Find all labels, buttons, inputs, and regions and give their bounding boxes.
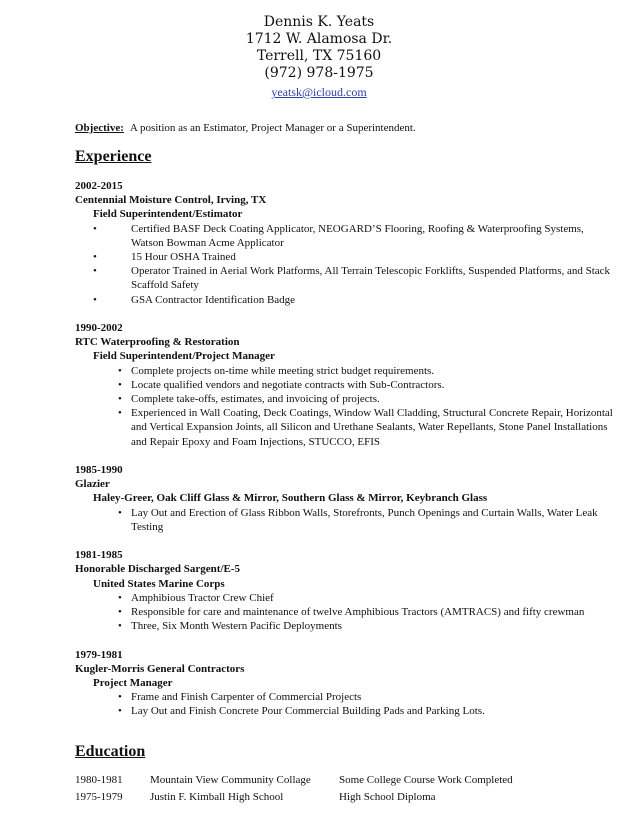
- objective-line: [75, 121, 615, 135]
- job-company: Centennial Moisture Control, Irving, TX: [75, 194, 267, 207]
- job-entry: [75, 321, 615, 449]
- education-heading: Education: [75, 743, 146, 760]
- job-bullet-list: [75, 222, 615, 307]
- bullet-text: Three, Six Month Western Pacific Deployments: [131, 620, 342, 633]
- job-bullet-list: [75, 591, 615, 634]
- street-address: 1712 W. Alamosa Dr.: [245, 31, 393, 47]
- education-detail: Some College Course Work Completed: [339, 774, 513, 786]
- job-bullet: [75, 392, 615, 406]
- objective-label: Objective:: [75, 122, 124, 134]
- email-link[interactable]: yeatsk@icloud.com: [271, 85, 367, 99]
- bullet-icon: •: [118, 506, 122, 519]
- job-entry: [75, 548, 615, 633]
- bullet-icon: •: [118, 620, 122, 633]
- job-role: Field Superintendent/Estimator: [93, 208, 243, 221]
- job-role: United States Marine Corps: [93, 577, 225, 590]
- job-company: Honorable Discharged Sargent/E-5: [75, 563, 240, 576]
- job-years: 2002-2015: [75, 180, 123, 192]
- job-bullet-list: [75, 690, 615, 718]
- education-row: [75, 773, 615, 790]
- objective-text: A position as an Estimator, Project Manager or a Superintendent.: [129, 122, 416, 134]
- bullet-text: GSA Contractor Identification Badge: [131, 293, 296, 306]
- job-years: 1981-1985: [75, 549, 123, 562]
- bullet-icon: •: [118, 705, 122, 718]
- bullet-text: Complete projects on-time while meeting strict budget requirements.: [131, 364, 435, 377]
- bullet-text: Complete take-offs, estimates, and invoicing of projects.: [131, 393, 380, 406]
- job-company: Kugler-Morris General Contractors: [75, 662, 245, 675]
- job-years: 1990-2002: [75, 322, 123, 335]
- education-school: Mountain View Community Collage: [150, 774, 311, 786]
- job-company: RTC Waterproofing & Restoration: [75, 336, 240, 349]
- bullet-icon: •: [118, 591, 122, 604]
- bullet-text: Certified BASF Deck Coating Applicator, NEOGARD’S Flooring, Roofing & Waterproofing Systems, Watson Bowman Acme Applicator: [131, 222, 584, 249]
- experience-list: [75, 179, 615, 733]
- education-school: Justin F. Kimball High School: [150, 790, 284, 803]
- job-bullet: [75, 591, 615, 605]
- job-bullet: [75, 250, 615, 264]
- bullet-icon: •: [93, 293, 97, 306]
- bullet-text: Amphibious Tractor Crew Chief: [131, 591, 274, 604]
- education-detail: High School Diploma: [339, 790, 436, 803]
- bullet-text: Lay Out and Finish Concrete Pour Commercial Building Pads and Parking Lots.: [131, 705, 485, 718]
- job-bullet: [75, 222, 615, 250]
- job-role: Haley-Greer, Oak Cliff Glass & Mirror, Southern Glass & Mirror, Keybranch Glass: [93, 492, 488, 505]
- education-row: [75, 790, 615, 807]
- job-bullet: [75, 506, 615, 534]
- bullet-icon: •: [118, 606, 122, 619]
- education-years: 1975-1979: [75, 790, 123, 803]
- job-bullet: [75, 378, 615, 392]
- applicant-name: Dennis K. Yeats: [263, 14, 375, 30]
- bullet-text: Locate qualified vendors and negotiate contracts with Sub-Contractors.: [131, 378, 445, 391]
- bullet-text: 15 Hour OSHA Trained: [131, 251, 236, 264]
- job-bullet: [75, 293, 615, 307]
- job-company: Glazier: [75, 478, 110, 491]
- job-bullet: [75, 605, 615, 619]
- bullet-icon: •: [93, 222, 97, 235]
- phone-number: (972) 978-1975: [264, 65, 374, 81]
- job-bullet: [75, 364, 615, 378]
- job-years: 1985-1990: [75, 464, 123, 477]
- job-bullet: [75, 690, 615, 704]
- job-bullet: [75, 704, 615, 718]
- job-bullet: [75, 264, 615, 292]
- resume-header: [0, 14, 638, 101]
- job-entry: [75, 179, 615, 307]
- bullet-icon: •: [118, 393, 122, 406]
- bullet-icon: •: [93, 251, 97, 264]
- job-bullet: [75, 406, 615, 449]
- bullet-text: Responsible for care and maintenance of twelve Amphibious Tractors (AMTRACS) and fifty crewman: [131, 606, 585, 619]
- bullet-icon: •: [118, 407, 122, 420]
- bullet-text: Experienced in Wall Coating, Deck Coatings, Window Wall Cladding, Structural Concrete Repair, Horizontal and Vertical Expansion Joints, all Silicon and Urethane Sealants, Water Repellants, Stone Panel Installations and Repair Epoxy and Foam Injections, STUCCO, EFIS: [131, 407, 613, 448]
- city-state-zip: Terrell, TX 75160: [256, 48, 382, 64]
- bullet-icon: •: [118, 378, 122, 391]
- job-years: 1979-1981: [75, 648, 123, 661]
- education-years: 1980-1981: [75, 774, 123, 786]
- job-bullet-list: [75, 364, 615, 449]
- job-entry: [75, 648, 615, 719]
- bullet-text: Operator Trained in Aerial Work Platforms, All Terrain Telescopic Forklifts, Suspended Platforms, and Stack Scaffold Safety: [131, 265, 611, 292]
- job-role: Project Manager: [93, 677, 173, 690]
- job-role: Field Superintendent/Project Manager: [93, 350, 275, 363]
- bullet-text: Lay Out and Erection of Glass Ribbon Walls, Storefronts, Punch Openings and Curtain Walls, Water Leak Testing: [131, 506, 598, 533]
- bullet-icon: •: [118, 364, 122, 377]
- bullet-text: Frame and Finish Carpenter of Commercial Projects: [131, 691, 362, 704]
- education-table: [75, 773, 615, 806]
- experience-heading: Experience: [75, 148, 152, 165]
- bullet-icon: •: [93, 265, 97, 278]
- job-entry: [75, 463, 615, 534]
- job-bullet-list: [75, 506, 615, 534]
- job-bullet: [75, 619, 615, 633]
- bullet-icon: •: [118, 691, 122, 704]
